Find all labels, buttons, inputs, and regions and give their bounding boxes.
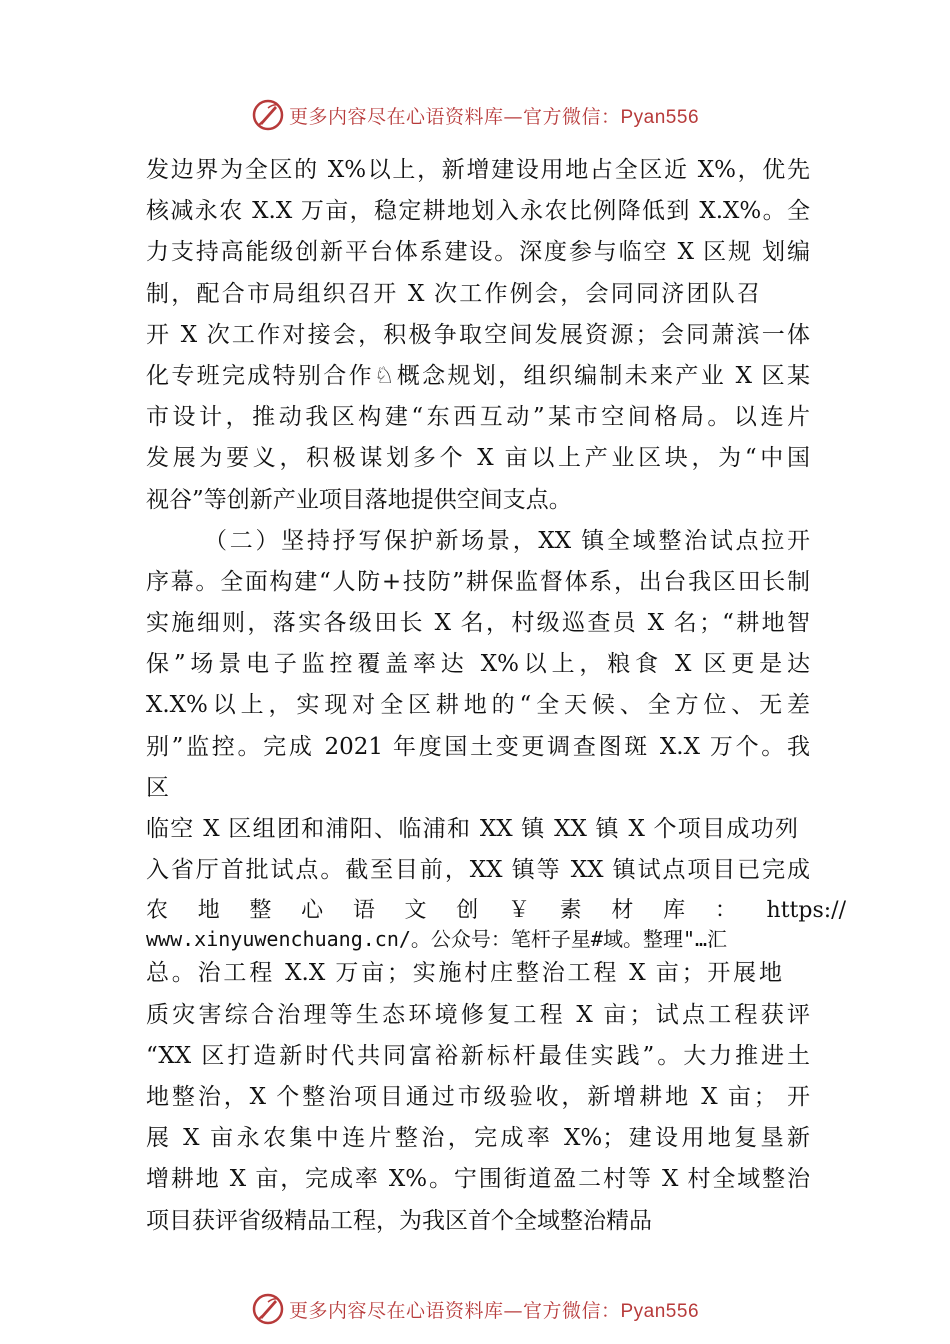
body-line: 质灾害综合治理等生态环境修复工程 X 亩；试点工程获评	[146, 1001, 810, 1028]
banner-wechat-id: Pyan556	[620, 1300, 700, 1322]
body-line: “XX 区打造新时代共同富裕新标杆最佳实践”。大力推进土	[146, 1042, 810, 1069]
banner-wechat-label: 官方微信：	[522, 105, 621, 128]
banner-title: 更多内容尽在心语资料库	[288, 1299, 504, 1322]
body-line: 核减永农 X.X 万亩，稳定耕地划入永农比例降低到 X.X%。全	[146, 198, 810, 225]
body-line: 保”场景电子监控覆盖率达 X%以上，粮食 X 区更是达	[146, 651, 810, 678]
body-line: 力支持高能级创新平台体系建设。深度参与临空 X 区规 划编	[146, 239, 810, 266]
body-line: 地整治，X 个整治项目通过市级验收，新增耕地 X 亩； 开	[146, 1083, 810, 1110]
footer-banner	[0, 1289, 950, 1329]
body-line: 制，配合市局组织召开 X 次工作例会，会同同济团队召	[146, 280, 760, 307]
body-line: 别”监控。完成 2021 年度国土变更调查图斑 X.X 万个。我	[146, 733, 810, 760]
body-line: 增耕地 X 亩，完成率 X%。宁围街道盈二村等 X 村全域整治	[146, 1166, 810, 1193]
body-line: 化专班完成特别合作♘概念规划，组织编制未来产业 X 区某	[146, 362, 810, 389]
body-line: 区	[146, 774, 169, 801]
body-line: 开 X 次工作对接会，积极争取空间发展资源；会同萧滨一体	[146, 321, 810, 348]
body-line: 发展为要义，积极谋划多个 X 亩以上产业区块，为“中国	[146, 445, 810, 472]
section-heading-line: （二）坚持抒写保护新场景，XX 镇全域整治试点拉开	[204, 527, 810, 554]
body-line: 发边界为全区的 X%以上，新增建设用地占全区近 X%，优先	[146, 157, 810, 183]
banner-separator: —	[503, 1299, 523, 1322]
header-banner-text	[289, 102, 699, 129]
header-banner	[0, 95, 950, 135]
body-line: 实施细则，落实各级田长 X 名，村级巡查员 X 名；“耕地智	[146, 610, 810, 637]
body-line: 总。治工程 X.X 万亩；实施村庄整治工程 X 亩；开展地	[146, 960, 782, 987]
banner-separator: —	[503, 105, 523, 128]
quill-logo-icon	[251, 98, 285, 132]
banner-title: 更多内容尽在心语资料库	[288, 105, 504, 128]
body-line: 视谷”等创新产业项目落地提供空间支点。	[146, 486, 572, 513]
banner-wechat-label: 官方微信：	[522, 1299, 621, 1322]
body-line: X.X%以上，实现对全区耕地的“全天候、全方位、无差	[146, 692, 810, 719]
url-line: www.xinyuwenchuang.cn/。公众号：笔杆子星#域。整理"…汇	[146, 927, 728, 952]
document-body	[146, 150, 846, 1242]
quill-logo-icon	[251, 1292, 285, 1326]
body-line: 入省厅首批试点。截至目前，XX 镇等 XX 镇试点项目已完成	[146, 857, 810, 884]
body-line: 市设计，推动我区构建“东西互动”某市空间格局。以连片	[146, 404, 810, 431]
url-line: 农 地 整 心 语 文 创 ￥ 素 材 库 ： https://	[146, 898, 846, 924]
body-line: 序幕。全面构建“人防+技防”耕保监督体系，出台我区田长制	[146, 568, 810, 595]
footer-banner-text	[289, 1296, 699, 1323]
body-line: 临空 X 区组团和浦阳、临浦和 XX 镇 XX 镇 X 个项目成功列	[146, 816, 798, 842]
body-line: 展 X 亩永农集中连片整治，完成率 X%；建设用地复垦新	[146, 1125, 810, 1152]
body-line: 项目获评省级精品工程，为我区首个全域整治精品	[146, 1207, 652, 1234]
banner-wechat-id: Pyan556	[620, 106, 700, 128]
